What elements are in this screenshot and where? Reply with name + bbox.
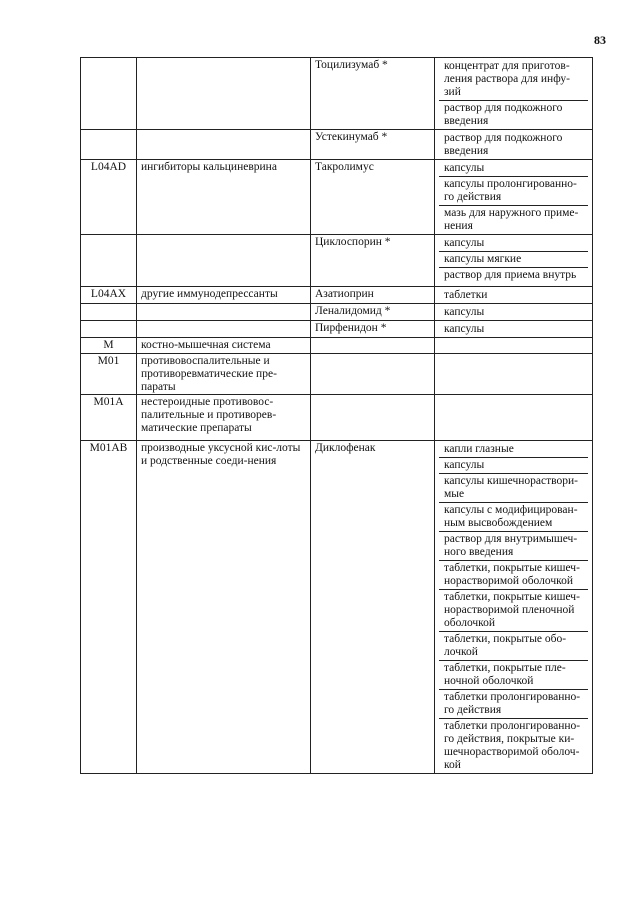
atc-code-cell (81, 321, 137, 338)
atc-code-cell: М01АВ (81, 441, 137, 774)
atc-code-cell (81, 304, 137, 321)
table-row (81, 58, 593, 130)
dosage-form-item: таблетки (444, 289, 488, 301)
dosage-form-item: капсулы кишечнораствори-мые (439, 474, 588, 503)
table-row (81, 304, 593, 321)
atc-group-cell: другие иммунодепрессанты (137, 287, 311, 304)
dosage-form-item: капсулы (439, 161, 588, 177)
dosage-form-item: капсулы (439, 236, 588, 252)
drug-name-cell (311, 338, 435, 354)
dosage-form-item: мазь для наружного приме-нения (444, 207, 579, 232)
atc-group-cell: нестероидные противовос-палительные и противорев-матические препараты (137, 395, 311, 441)
dosage-forms-cell (435, 395, 593, 441)
dosage-form-item: таблетки, покрытые пле-ночной оболочкой (439, 661, 588, 690)
drug-name-cell: Устекинумаб * (311, 130, 435, 160)
dosage-forms-cell (435, 58, 593, 130)
atc-code-cell: М01 (81, 354, 137, 395)
dosage-form-item: капсулы пролонгированно-го действия (439, 177, 588, 206)
dosage-form-item: таблетки, покрытые кишеч-норастворимой пленочной оболочкой (439, 590, 588, 632)
dosage-form-item: капли глазные (439, 442, 588, 458)
atc-code-cell: М01А (81, 395, 137, 441)
dosage-form-item: капсулы мягкие (439, 252, 588, 268)
table-row (81, 338, 593, 354)
dosage-form-item: капсулы (444, 323, 485, 335)
dosage-forms-cell (435, 287, 593, 304)
table-row (81, 160, 593, 235)
drug-name-cell: Тоцилизумаб * (311, 58, 435, 130)
atc-group-cell: производные уксусной кис-лоты и родственные соеди-нения (137, 441, 311, 774)
dosage-form-item: таблетки, покрытые обо-лочкой (439, 632, 588, 661)
atc-group-cell (137, 235, 311, 287)
atc-group-cell (137, 304, 311, 321)
dosage-forms-cell (435, 441, 593, 774)
atc-code-cell: L04AD (81, 160, 137, 235)
table-row (81, 321, 593, 338)
dosage-forms-cell (435, 160, 593, 235)
table-row (81, 395, 593, 441)
table-row (81, 235, 593, 287)
atc-code-cell: М (81, 338, 137, 354)
drug-name-cell (311, 395, 435, 441)
dosage-form-item: таблетки пролонгированно-го действия (439, 690, 588, 719)
dosage-form-item: раствор для подкожного введения (444, 132, 563, 157)
dosage-forms-cell (435, 321, 593, 338)
dosage-form-item: концентрат для приготов-ления раствора для инфу-зий (439, 59, 588, 101)
table-row (81, 354, 593, 395)
dosage-forms-cell (435, 354, 593, 395)
dosage-form-item: раствор для подкожного введения (444, 102, 563, 127)
dosage-forms-cell (435, 304, 593, 321)
atc-code-cell (81, 235, 137, 287)
atc-code-cell (81, 58, 137, 130)
atc-code-cell: L04AX (81, 287, 137, 304)
dosage-form-item: раствор для внутримышеч-ного введения (439, 532, 588, 561)
atc-code-cell (81, 130, 137, 160)
table-row (81, 130, 593, 160)
atc-group-cell: противовоспалительные и противоревматические пре-параты (137, 354, 311, 395)
atc-group-cell (137, 130, 311, 160)
atc-group-cell: ингибиторы кальциневрина (137, 160, 311, 235)
dosage-form-item: капсулы (439, 458, 588, 474)
dosage-form-item: таблетки, покрытые кишеч-норастворимой оболочкой (439, 561, 588, 590)
dosage-forms-cell (435, 338, 593, 354)
dosage-forms-cell (435, 235, 593, 287)
drug-name-cell: Леналидомид * (311, 304, 435, 321)
drug-name-cell: Циклоспорин * (311, 235, 435, 287)
atc-group-cell (137, 321, 311, 338)
table-row (81, 441, 593, 774)
drug-classification-table (80, 57, 593, 774)
atc-group-cell: костно-мышечная система (137, 338, 311, 354)
atc-group-cell (137, 58, 311, 130)
table-body (81, 58, 593, 774)
table-row (81, 287, 593, 304)
page-number: 83 (594, 33, 606, 47)
dosage-form-item: раствор для приема внутрь (444, 269, 577, 281)
dosage-form-item: таблетки пролонгированно-го действия, покрытые ки-шечнорастворимой оболоч-кой (444, 720, 581, 771)
dosage-form-item: капсулы (444, 306, 485, 318)
dosage-forms-cell (435, 130, 593, 160)
drug-name-cell: Такролимус (311, 160, 435, 235)
drug-name-cell: Азатиоприн (311, 287, 435, 304)
drug-name-cell: Пирфенидон * (311, 321, 435, 338)
dosage-form-item: капсулы с модифицирован-ным высвобождением (439, 503, 588, 532)
drug-name-cell (311, 354, 435, 395)
drug-name-cell: Диклофенак (311, 441, 435, 774)
